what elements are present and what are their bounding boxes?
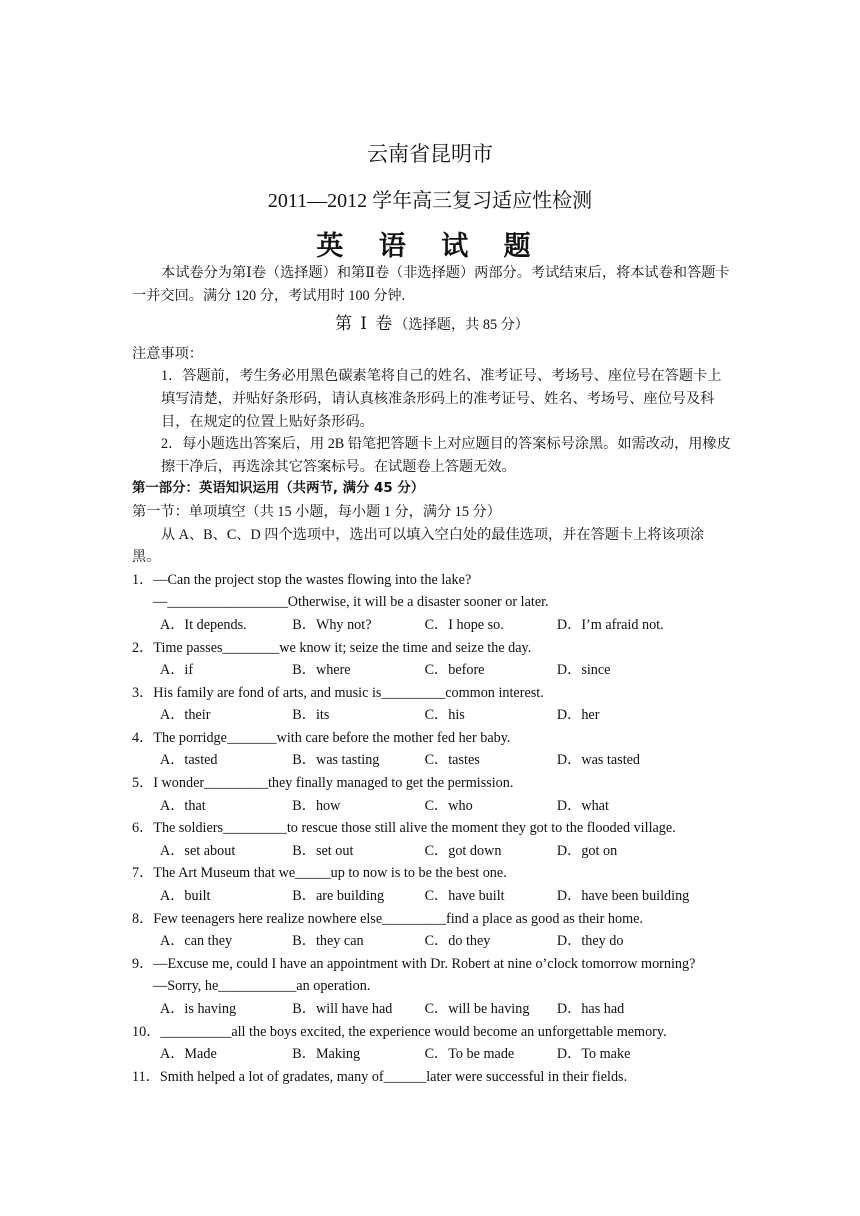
question-item xyxy=(132,772,732,817)
answer-option: B．they can xyxy=(292,933,364,950)
answer-option: B．Making xyxy=(292,1046,361,1063)
answer-option: A．their xyxy=(160,707,211,724)
question-stem: 10．__________all the boys excited, the experience would become an unforgettable memory. xyxy=(132,1023,667,1040)
exam-region-title: 云南省昆明市 xyxy=(367,142,493,166)
answer-option: B．Why not? xyxy=(292,616,372,633)
answer-option: A．tasted xyxy=(160,752,218,769)
answer-option: D．has had xyxy=(556,1001,625,1017)
question-stem: 4．The porridge_______with care before the mother fed her baby. xyxy=(132,729,511,746)
answer-options xyxy=(132,885,732,908)
answer-option: C．will be having xyxy=(424,1001,530,1017)
answer-option: D．since xyxy=(556,662,611,679)
answer-option: A．set about xyxy=(160,842,236,859)
exam-body xyxy=(132,262,732,1088)
answer-option: B．was tasting xyxy=(292,752,380,769)
question-stem: 11．Smith helped a lot of gradates, many of______later were successful in their fields. xyxy=(132,1068,628,1085)
answer-options xyxy=(132,749,732,772)
question-stem: 6．The soldiers_________to rescue those still alive the moment they got to the flooded village. xyxy=(132,820,676,837)
notes-heading: 注意事项： xyxy=(132,345,203,362)
question-item xyxy=(132,727,732,772)
answer-option: B．will have had xyxy=(292,1001,393,1017)
question-stem: 8．Few teenagers here realize nowhere else_________find a place as good as their home. xyxy=(132,910,643,927)
part-one-subtitle: （选择题，共 85 分） xyxy=(394,317,529,334)
question-item xyxy=(132,908,732,953)
question-item xyxy=(132,817,732,862)
answer-options xyxy=(132,659,732,682)
answer-options xyxy=(132,998,732,1021)
question-stem: 7．The Art Museum that we_____up to now is to be the best one. xyxy=(132,865,507,882)
answer-options xyxy=(132,704,732,727)
answer-option: C．have built xyxy=(424,888,505,905)
answer-option: D．her xyxy=(556,707,600,724)
answer-option: C．got down xyxy=(424,842,502,859)
part-one-heading xyxy=(132,313,732,337)
exam-subject-title: 英 语 试 题 xyxy=(316,231,544,262)
section-sub-title: 第一节：单项填空（共 15 小题，每小题 1 分，满分 15 分） xyxy=(132,503,501,520)
answer-options xyxy=(132,840,732,863)
question-item xyxy=(132,953,732,1021)
note-item: 2．每小题选出答案后，用 2B 铅笔把答题卡上对应题目的答案标号涂黑。如需改动，用橡皮擦干净后，再选涂其它答案标号。在试题卷上答题无效。 xyxy=(161,436,731,475)
question-stem: 1．—Can the project stop the wastes flowing into the lake? xyxy=(132,571,472,588)
answer-options xyxy=(132,614,732,637)
answer-option: D．I’m afraid not. xyxy=(556,616,664,633)
answer-options xyxy=(132,1043,732,1066)
question-stem: 3．His family are fond of arts, and music is_________common interest. xyxy=(132,684,544,701)
note-item: 1．答题前，考生务必用黑色碳素笔将自己的姓名、准考证号、考场号、座位号在答题卡上填写清楚，并贴好条形码，请认真核准条形码上的准考证号、姓名、考场号、座位号及科目，在规定的位置上贴好条形码。 xyxy=(161,368,722,430)
answer-option: A．It depends. xyxy=(160,616,247,633)
answer-option: B．its xyxy=(292,707,330,724)
answer-options xyxy=(132,795,732,818)
question-stem: 9．—Excuse me, could I have an appointment with Dr. Robert at nine o’clock tomorrow morning? xyxy=(132,955,696,972)
answer-option: D．was tasted xyxy=(556,752,641,769)
question-stem-continuation: —_________________Otherwise, it will be a disaster sooner or later. xyxy=(153,594,549,611)
answer-option: D．what xyxy=(556,797,609,814)
question-stem: 2．Time passes________we know it; seize the time and seize the day. xyxy=(132,639,532,656)
question-stem-continuation: —Sorry, he___________an operation. xyxy=(153,978,371,995)
question-item xyxy=(132,637,732,682)
part-one-title: 第 Ⅰ 卷 xyxy=(334,314,395,334)
answer-option: C．tastes xyxy=(424,752,480,769)
exam-year-title: 2011—2012 学年高三复习适应性检测 xyxy=(267,190,593,212)
answer-option: D．have been building xyxy=(556,888,690,905)
answer-option: C．I hope so. xyxy=(424,616,504,633)
question-item xyxy=(132,1021,732,1066)
question-item xyxy=(132,862,732,907)
question-item xyxy=(132,1066,732,1089)
answer-option: A．that xyxy=(160,797,206,814)
answer-option: C．do they xyxy=(424,933,491,950)
answer-option: A．built xyxy=(160,888,211,905)
answer-option: C．his xyxy=(424,707,465,724)
answer-option: B．where xyxy=(292,662,351,679)
question-stem: 5．I wonder_________they finally managed to get the permission. xyxy=(132,775,514,792)
answer-option: C．who xyxy=(424,797,473,814)
answer-option: C．before xyxy=(424,662,485,679)
answer-option: C．To be made xyxy=(424,1046,515,1063)
answer-option: A．if xyxy=(160,662,194,679)
exam-intro: 本试卷分为第Ⅰ卷（选择题）和第Ⅱ卷（非选择题）两部分。考试结束后，将本试卷和答题卡一并交回。满分 120 分，考试用时 100 分钟. xyxy=(132,265,730,304)
answer-option: B．are building xyxy=(292,888,385,905)
answer-option: D．got on xyxy=(556,842,618,859)
question-item xyxy=(132,682,732,727)
question-list xyxy=(132,569,732,1089)
answer-option: A．can they xyxy=(160,933,233,950)
answer-options xyxy=(132,930,732,953)
answer-option: B．how xyxy=(292,797,341,814)
section-part-title: 第一部分：英语知识运用（共两节, 满分 45 分） xyxy=(132,481,425,497)
answer-option: D．they do xyxy=(556,933,624,950)
answer-option: B．set out xyxy=(292,842,354,859)
notes-list xyxy=(132,365,732,478)
section-instruction: 从 A、B、C、D 四个选项中，选出可以填入空白处的最佳选项，并在答题卡上将该项涂黑。 xyxy=(132,526,705,566)
question-item xyxy=(132,569,732,637)
answer-option: A．is having xyxy=(160,1001,237,1017)
answer-option: D．To make xyxy=(556,1046,631,1063)
answer-option: A．Made xyxy=(160,1046,217,1063)
